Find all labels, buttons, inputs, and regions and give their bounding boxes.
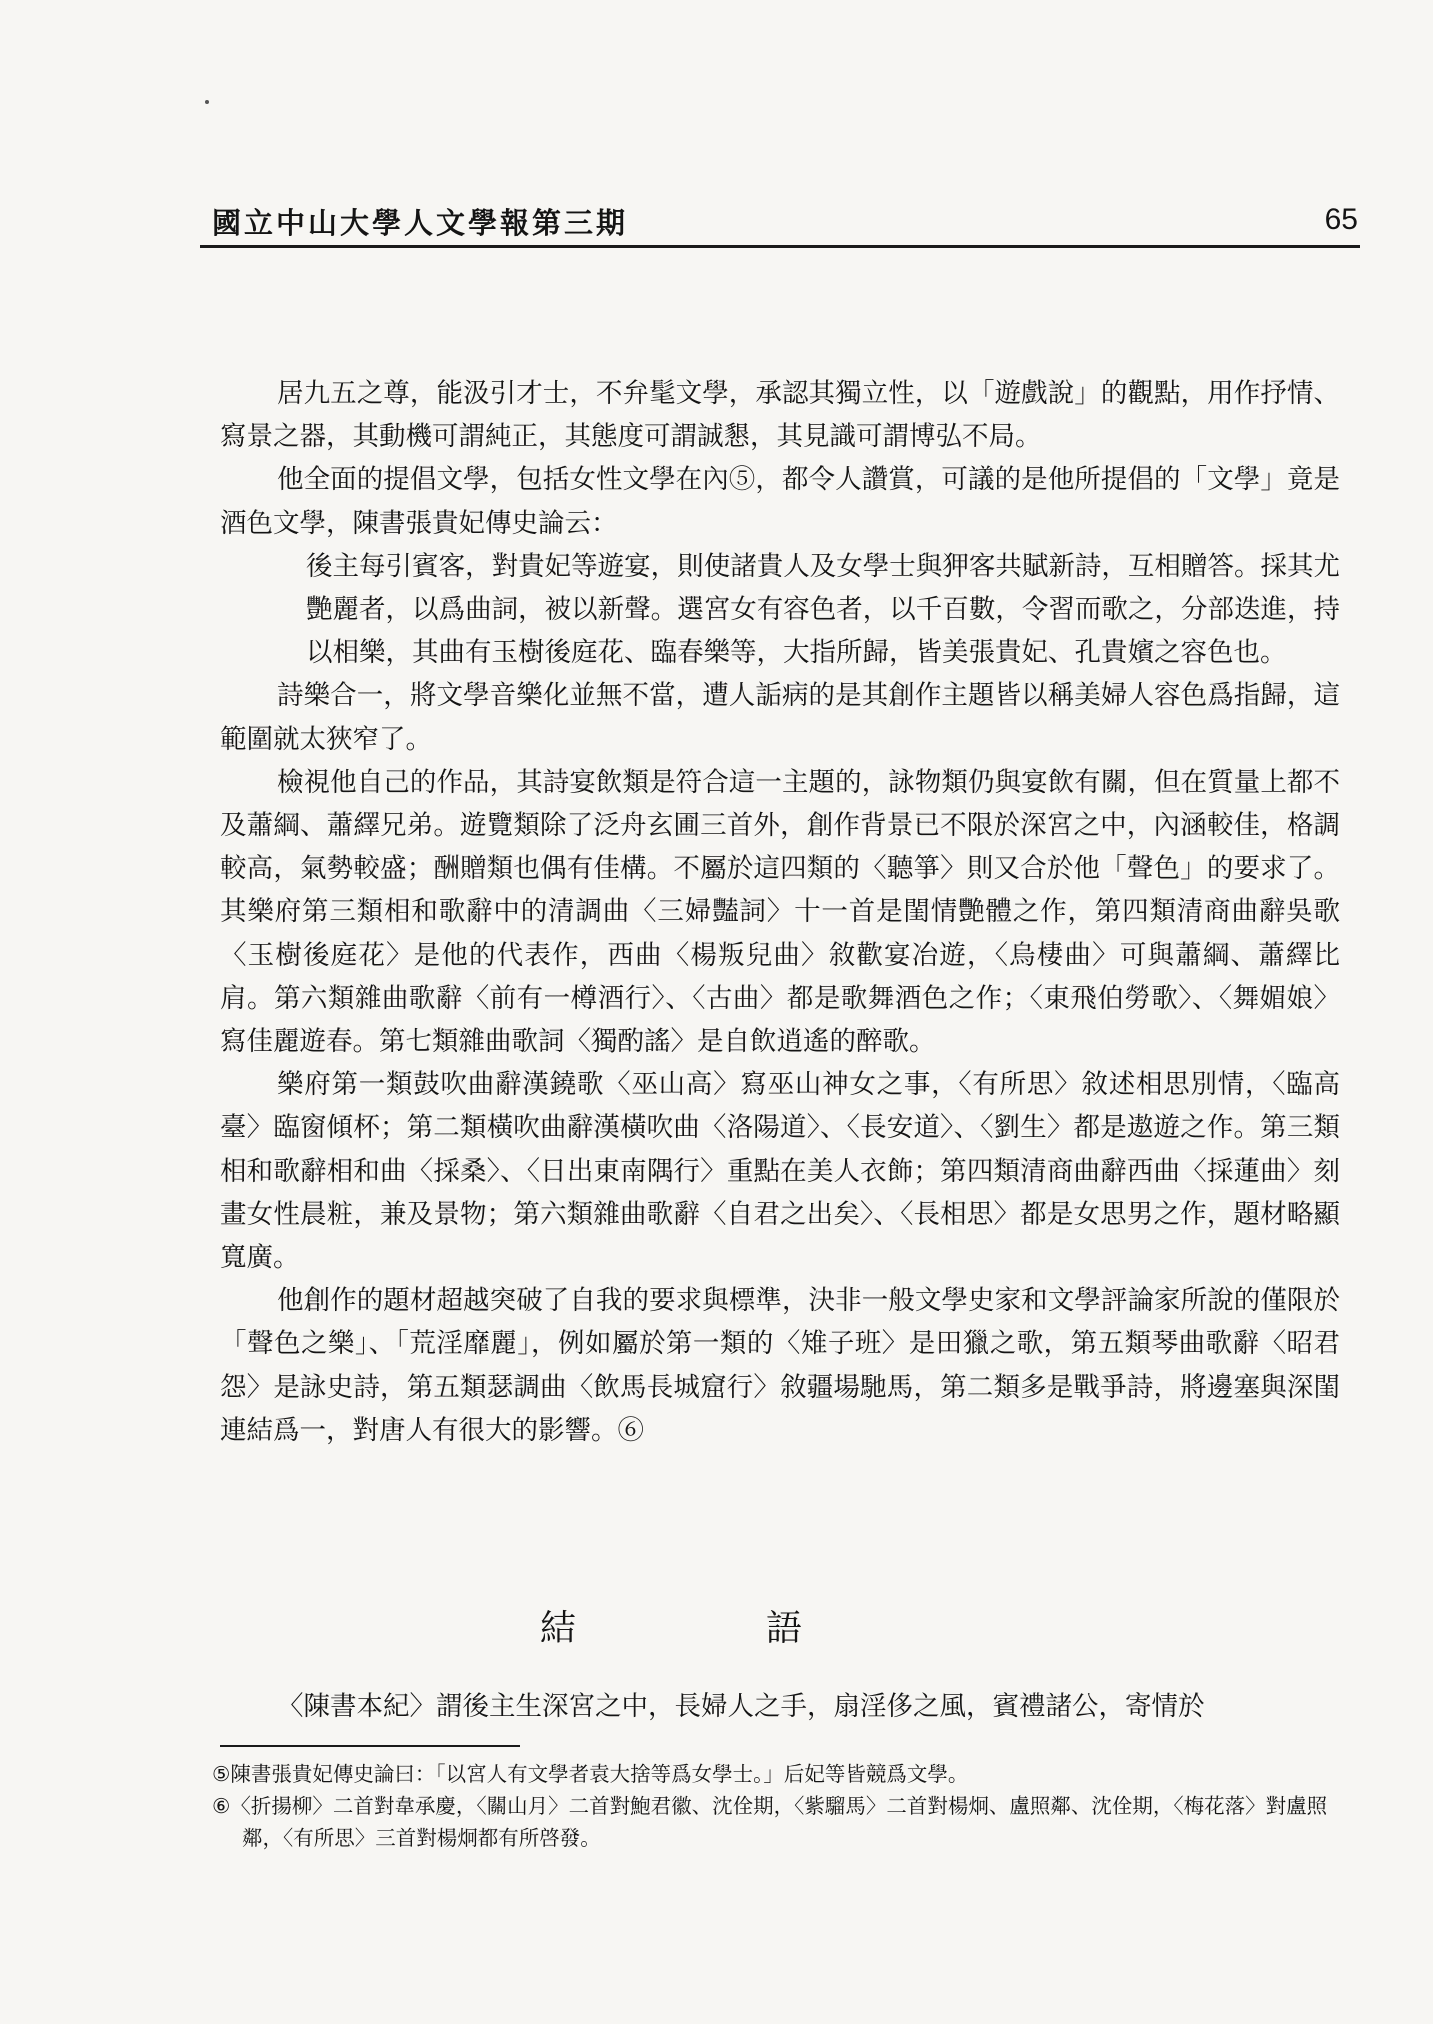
conclusion-paragraph: 〈陳書本紀〉謂後主生深宮之中，長婦人之手，扇淫侈之風，賓禮諸公，寄情於 [277, 1691, 1205, 1722]
footnote-5: ⑤陳書張貴妃傳史論曰：「以宮人有文學者袁大捨等爲女學士。」后妃等皆競爲文學。 [212, 1762, 969, 1786]
page-number: 65 [1324, 203, 1358, 236]
section-heading: 結語 [540, 1608, 993, 1649]
journal-title: 國立中山大學人文學報第三期 [212, 206, 629, 240]
paragraph: 居九五之尊，能汲引才士，不弁髦文學，承認其獨立性，以「遊戲說」的觀點，用作抒情、寫景之器，其動機可謂純正，其態度可謂誠懇，其見識可謂博弘不局。 [220, 378, 1340, 453]
footnote-6: ⑥〈折揚柳〉二首對韋承慶，〈關山月〉二首對鮑君徽、沈佺期，〈紫騮馬〉二首對楊炯、盧照鄰、沈佺期，〈梅花落〉對盧照鄰，〈有所思〉三首對楊炯都有所啓發。 [212, 1794, 1328, 1850]
paragraph: 他創作的題材超越突破了自我的要求與標準，決非一般文學史家和文學評論家所說的僅限於「聲色之樂」、「荒淫靡麗」，例如屬於第一類的〈雉子班〉是田獵之歌，第五類琴曲歌辭〈昭君怨〉是詠史詩，第五類瑟調曲〈飲馬長城窟行〉敘疆場馳馬，第二類多是戰爭詩，將邊塞與深閨連結爲一，對唐人有很大的影響。⑥ [220, 1285, 1340, 1446]
footnotes [212, 1758, 1332, 1854]
block-quote: 後主每引賓客，對貴妃等遊宴，則使諸貴人及女學士與狎客共賦新詩，互相贈答。採其尤艷麗者，以爲曲詞，被以新聲。選宮女有容色者，以千百數，令習而歌之，分部迭進，持以相樂，其曲有玉樹後庭花、臨春樂等，大指所歸，皆美張貴妃、孔貴嬪之容色也。 [306, 550, 1340, 669]
paragraph: 樂府第一類鼓吹曲辭漢鐃歌〈巫山高〉寫巫山神女之事，〈有所思〉敘述相思別情，〈臨高臺〉臨窗傾杯；第二類橫吹曲辭漢橫吹曲〈洛陽道〉、〈長安道〉、〈劉生〉都是遨遊之作。第三類相和歌辭相和曲〈採桑〉、〈日出東南隅行〉重點在美人衣飾；第四類清商曲辭西曲〈採蓮曲〉刻畫女性晨粧，兼及景物；第六類雜曲歌辭〈自君之出矣〉、〈長相思〉都是女思男之作，題材略顯寬廣。 [220, 1069, 1340, 1274]
footnote-divider [220, 1745, 520, 1747]
scan-speck [205, 100, 209, 104]
paragraph: 檢視他自己的作品，其詩宴飲類是符合這一主題的，詠物類仍與宴飲有關，但在質量上都不及蕭綱、蕭繹兄弟。遊覽類除了泛舟玄圃三首外，創作背景已不限於深宮之中，內涵較佳，格調較高，氣勢較盛；酬贈類也偶有佳構。不屬於這四類的〈聽箏〉則又合於他「聲色」的要求了。其樂府第三類相和歌辭中的清調曲〈三婦豔詞〉十一首是閨情艷體之作，第四類清商曲辭吳歌〈玉樹後庭花〉是他的代表作，西曲〈楊叛兒曲〉敘歡宴冶遊，〈烏棲曲〉可與蕭綱、蕭繹比肩。第六類雜曲歌辭〈前有一樽酒行〉、〈古曲〉都是歌舞酒色之作；〈東飛伯勞歌〉、〈舞媚娘〉寫佳麗遊春。第七類雜曲歌詞〈獨酌謠〉是自飲逍遙的醉歌。 [220, 766, 1340, 1058]
paragraph: 他全面的提倡文學，包括女性文學在內⑤，都令人讚賞，可議的是他所提倡的「文學」竟是酒色文學，陳書張貴妃傳史論云： [220, 464, 1340, 539]
running-header [200, 195, 1360, 248]
body-text [220, 372, 1340, 1452]
paragraph: 詩樂合一，將文學音樂化並無不當，遭人詬病的是其創作主題皆以稱美婦人容色爲指歸，這範圍就太狹窄了。 [220, 680, 1340, 755]
